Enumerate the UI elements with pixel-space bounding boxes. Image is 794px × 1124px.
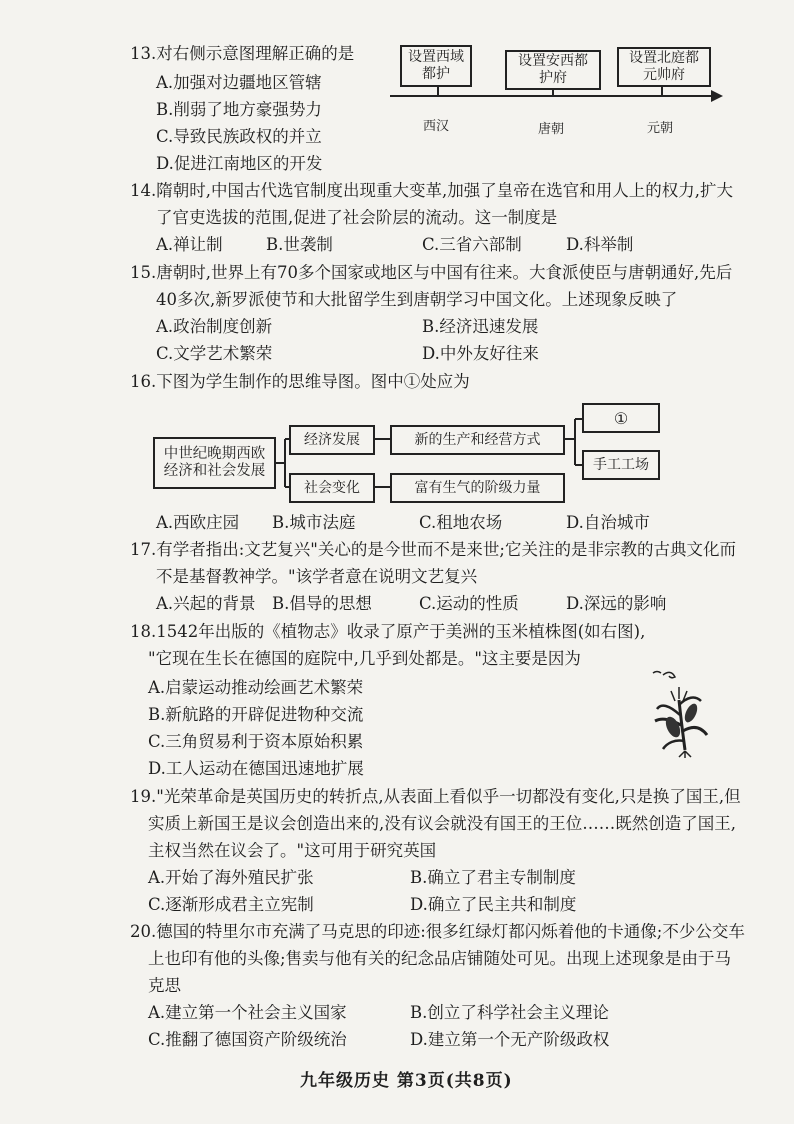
q15-stem-line2: 40多次,新罗派使节和大批留学生到唐朝学习中国文化。上述现象反映了 xyxy=(156,290,678,309)
page-footer: 九年级历史 第3页(共8页) xyxy=(300,1071,513,1091)
q13-label-yuan: 元朝 xyxy=(647,121,674,136)
q18-option-b: B.新航路的开辟促进物种交流 xyxy=(148,705,364,724)
q13-label-western-han: 西汉 xyxy=(423,119,450,134)
q20-stem-line3: 克思 xyxy=(148,976,181,995)
q19-option-a: A.开始了海外殖民扩张 xyxy=(148,868,314,887)
q20-option-c: C.推翻了德国资产阶级统治 xyxy=(148,1030,347,1049)
q16-option-d: D.自治城市 xyxy=(566,513,650,532)
q19-option-c: C.逐渐形成君主立宪制 xyxy=(148,895,314,914)
q15-option-d: D.中外友好往来 xyxy=(422,344,539,363)
q13-label-tang: 唐朝 xyxy=(538,122,565,137)
q16-blank-box: ① xyxy=(582,403,660,433)
q16-option-c: C.租地农场 xyxy=(419,513,503,532)
q16-production-box: 新的生产和经营方式 xyxy=(390,425,565,455)
q19-stem-line3: 主权当然在议会了。"这可用于研究英国 xyxy=(148,841,437,860)
q14-option-a: A.禅让制 xyxy=(156,235,223,254)
q16-workshop-box: 手工工场 xyxy=(582,450,660,480)
q18-option-c: C.三角贸易利于资本原始积累 xyxy=(148,732,364,751)
q17-option-a: A.兴起的背景 xyxy=(156,594,256,613)
q15-option-a: A.政治制度创新 xyxy=(156,317,273,336)
q17-stem-line2: 不是基督教神学。"该学者意在说明文艺复兴 xyxy=(156,567,478,586)
q13-box-western-han: 设置西域都护 xyxy=(400,45,472,87)
q17-stem-line1: 17.有学者指出:文艺复兴"关心的是今世而不是来世;它关注的是非宗教的古典文化而 xyxy=(130,540,736,559)
q20-stem-line1: 20.德国的特里尔市充满了马克思的印迹:很多红绿灯都闪烁着他的卡通像;不少公交车 xyxy=(130,922,745,941)
q16-society-box: 社会变化 xyxy=(289,473,375,503)
q19-stem-line1: 19."光荣革命是英国历史的转折点,从表面上看似乎一切都没有变化,只是换了国王,但 xyxy=(130,787,741,806)
q19-stem-line2: 实质上新国王是议会创造出来的,没有议会就没有国王的王位……既然创造了国王, xyxy=(148,814,736,833)
q17-option-d: D.深远的影响 xyxy=(566,594,667,613)
q13-option-b: B.削弱了地方豪强势力 xyxy=(156,100,322,119)
q14-stem-line2: 了官吏选拔的范围,促进了社会阶层的流动。这一制度是 xyxy=(156,208,558,227)
q15-option-b: B.经济迅速发展 xyxy=(422,317,539,336)
q18-stem-line2: "它现在生长在德国的庭院中,几乎到处都是。"这主要是因为 xyxy=(148,649,581,668)
q16-stem: 16.下图为学生制作的思维导图。图中①处应为 xyxy=(130,372,470,391)
q14-option-c: C.三省六部制 xyxy=(422,235,522,254)
q16-root-line2: 经济和社会发展 xyxy=(163,463,266,479)
q13-box-tang: 设置安西都护府 xyxy=(505,50,601,90)
q16-option-b: B.城市法庭 xyxy=(272,513,356,532)
q19-option-d: D.确立了民主共和制度 xyxy=(410,895,577,914)
q16-root-line1: 中世纪晚期西欧 xyxy=(163,446,266,462)
q13-option-c: C.导致民族政权的并立 xyxy=(156,127,322,146)
q13-box-yuan: 设置北庭都元帅府 xyxy=(617,47,711,87)
q20-stem-line2: 上也印有他的头像;售卖与他有关的纪念品店铺随处可见。出现上述现象是由于马 xyxy=(148,949,732,968)
q19-option-b: B.确立了君主专制制度 xyxy=(410,868,576,887)
corn-plant-illustration xyxy=(645,665,715,760)
q18-option-a: A.启蒙运动推动绘画艺术繁荣 xyxy=(148,678,364,697)
q13-option-d: D.促进江南地区的开发 xyxy=(156,154,323,173)
q16-class-box: 富有生气的阶级力量 xyxy=(390,473,565,503)
q18-stem-line1: 18.1542年出版的《植物志》收录了原产于美洲的玉米植株图(如右图), xyxy=(130,622,646,641)
q13-stem: 13.对右侧示意图理解正确的是 xyxy=(130,44,355,63)
q17-option-b: B.倡导的思想 xyxy=(272,594,372,613)
q20-option-b: B.创立了科学社会主义理论 xyxy=(410,1003,609,1022)
q16-root-box xyxy=(153,437,276,489)
q20-option-a: A.建立第一个社会主义国家 xyxy=(148,1003,347,1022)
q15-stem-line1: 15.唐朝时,世界上有70多个国家或地区与中国有往来。大食派使臣与唐朝通好,先后 xyxy=(130,263,733,282)
q13-option-a: A.加强对边疆地区管辖 xyxy=(156,73,322,92)
q14-option-b: B.世袭制 xyxy=(266,235,333,254)
q18-option-d: D.工人运动在德国迅速地扩展 xyxy=(148,759,364,778)
q14-option-d: D.科举制 xyxy=(566,235,634,254)
q16-option-a: A.西欧庄园 xyxy=(156,513,240,532)
q16-economy-box: 经济发展 xyxy=(289,425,375,455)
q20-option-d: D.建立第一个无产阶级政权 xyxy=(410,1030,610,1049)
q15-option-c: C.文学艺术繁荣 xyxy=(156,344,273,363)
q17-option-c: C.运动的性质 xyxy=(419,594,519,613)
q14-stem-line1: 14.隋朝时,中国古代选官制度出现重大变革,加强了皇帝在选官和用人上的权力,扩大 xyxy=(130,181,733,200)
